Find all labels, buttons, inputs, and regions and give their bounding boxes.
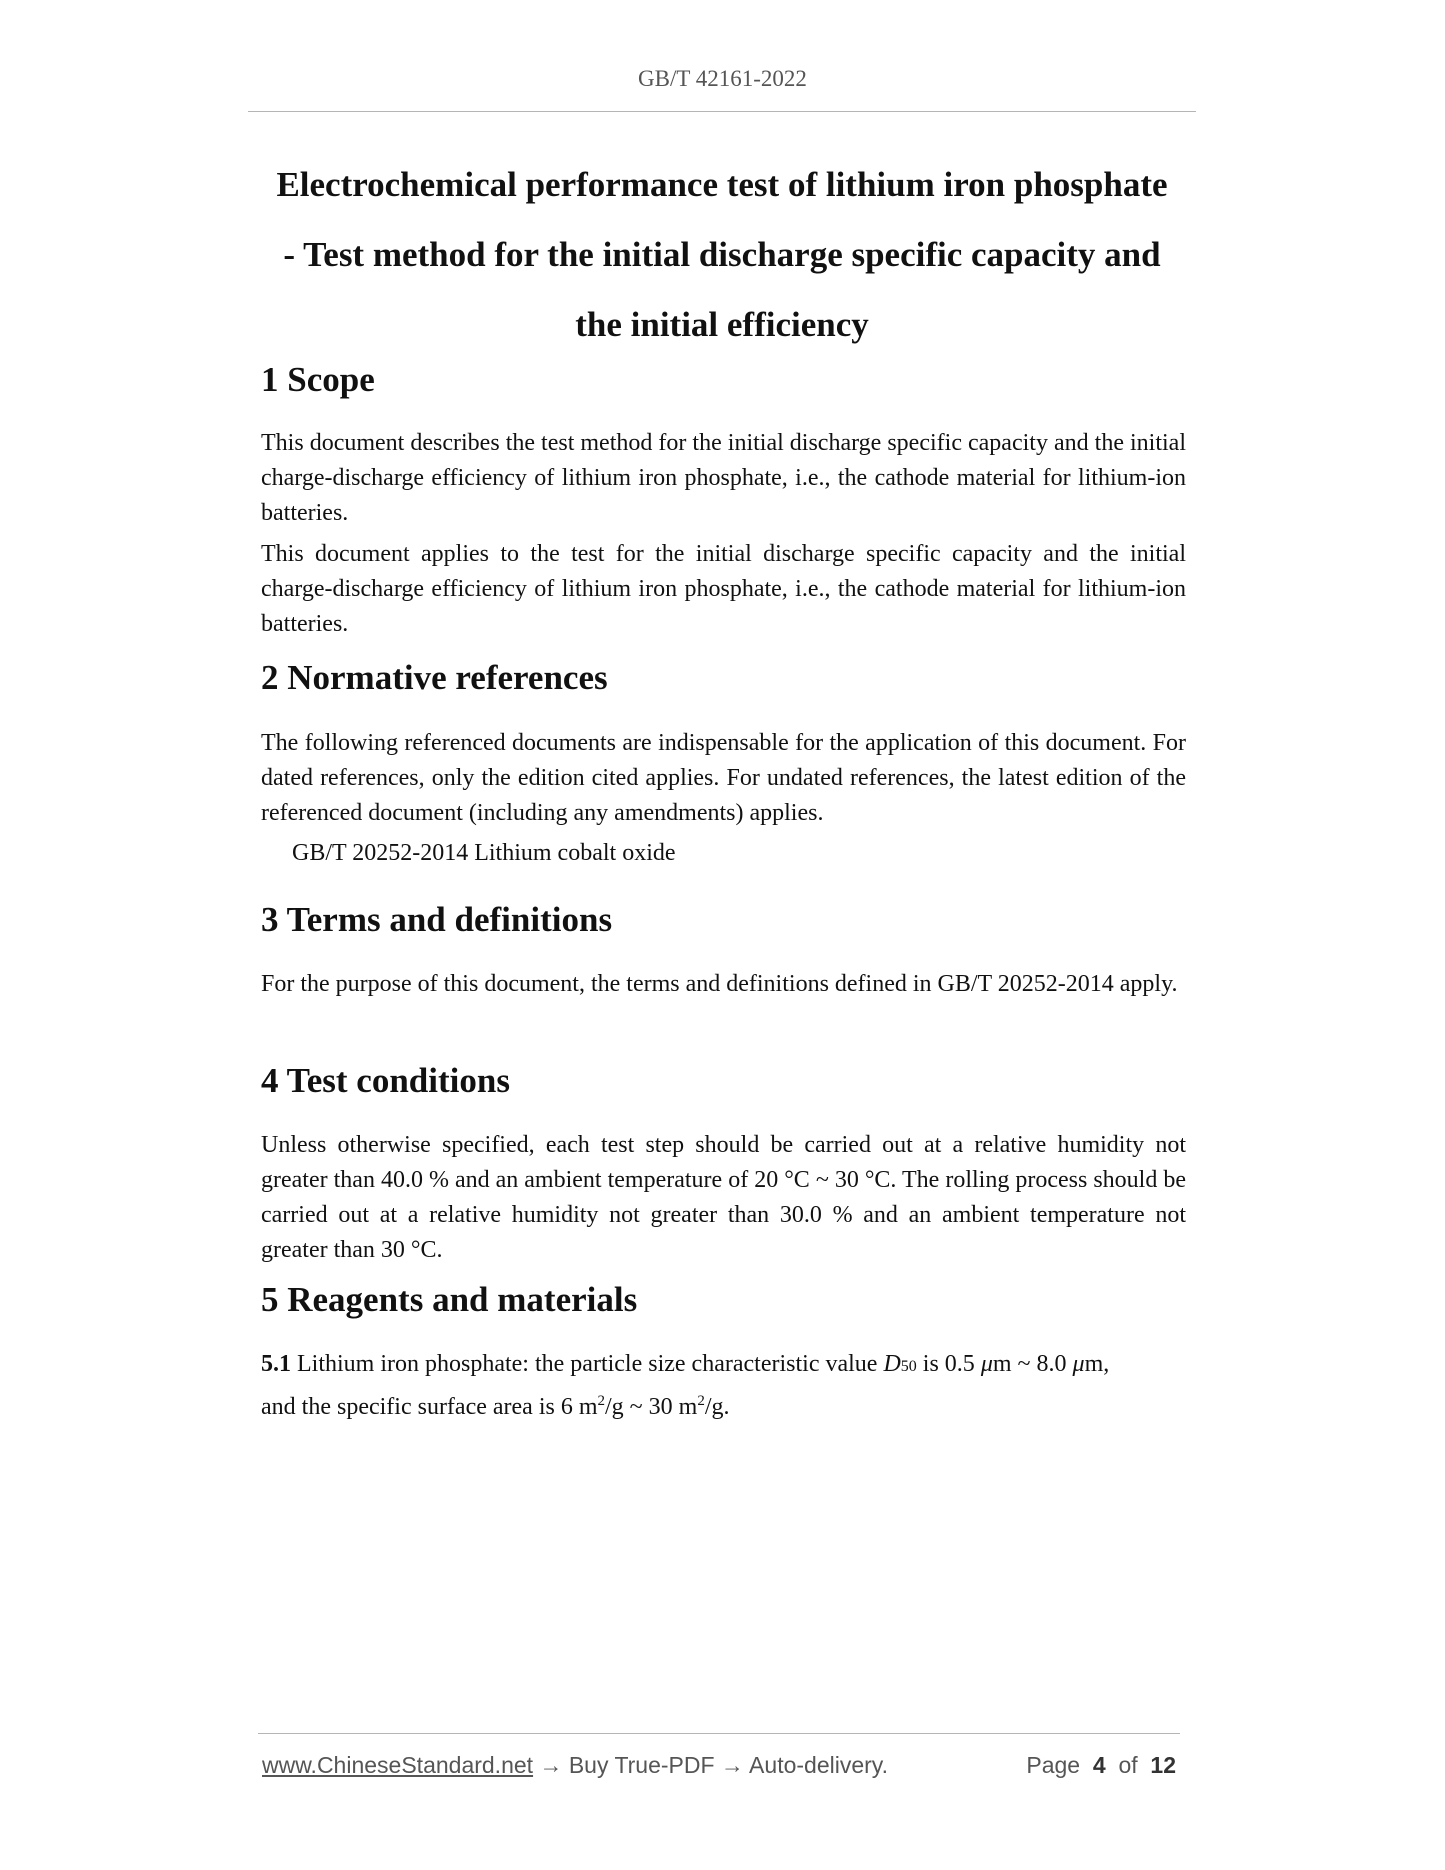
current-page: 4 — [1092, 1752, 1106, 1778]
clause-text: /g. — [704, 1394, 730, 1420]
title-line: Electrochemical performance test of lithium iron phosphate — [276, 165, 1168, 204]
footer-promo — [262, 1752, 888, 1779]
clause-5-1 — [261, 1347, 1186, 1425]
paragraph: This document applies to the test for the initial discharge specific capacity and the initial charge-discharge efficiency of lithium iron phosphate, i.e., the cathode material for lithium-ion batteries. — [261, 541, 1186, 637]
section-heading-test-conditions: 4 Test conditions — [261, 1061, 510, 1100]
clause-text: and the specific surface area is 6 m — [261, 1394, 598, 1420]
page-footer — [262, 1752, 1180, 1782]
subscript: 50 — [900, 1358, 917, 1375]
mu-symbol: μ — [1072, 1351, 1085, 1377]
website-link[interactable]: www.ChineseStandard.net — [262, 1752, 534, 1778]
header-divider — [248, 111, 1196, 112]
clause-line — [261, 1347, 1186, 1384]
mu-symbol: μ — [980, 1351, 993, 1377]
footer-divider — [258, 1733, 1180, 1734]
title-line: - Test method for the initial discharge specific capacity and — [283, 235, 1161, 274]
paragraph: Unless otherwise specified, each test step should be carried out at a relative humidity not greater than 40.0 % and an ambient temperature of 20 °C ~ 30 °C. The rolling process should be carried out at a relative humidity not greater than 30.0 % and an ambient temperature not greater than 30 °C. — [261, 1132, 1186, 1263]
clause-text: Lithium iron phosphate: the particle size characteristic value — [291, 1351, 884, 1377]
clause-number: 5.1 — [261, 1351, 291, 1377]
document-title — [248, 150, 1196, 360]
superscript: 2 — [697, 1393, 705, 1409]
clause-text: m ~ 8.0 — [992, 1351, 1073, 1377]
total-pages: 12 — [1150, 1752, 1176, 1778]
page-indicator — [1026, 1752, 1176, 1779]
clause-text: /g ~ 30 m — [605, 1394, 698, 1420]
paragraph: The following referenced documents are indispensable for the application of this document. For dated references, only the edition cited applies. For undated references, the latest edition of the referenced document (including any amendments) applies. — [261, 730, 1186, 826]
symbol-d: D — [883, 1351, 901, 1377]
section-heading-scope: 1 Scope — [261, 360, 375, 399]
footer-promo-text: → Buy True-PDF → Auto-delivery. — [533, 1752, 888, 1778]
running-header: GB/T 42161-2022 — [638, 66, 807, 91]
section-heading-reagents-and-materials: 5 Reagents and materials — [261, 1280, 638, 1319]
title-line: the initial efficiency — [575, 305, 869, 344]
page-label: Page — [1026, 1752, 1081, 1778]
section-heading-terms-and-definitions: 3 Terms and definitions — [261, 900, 613, 939]
clause-text: m, — [1084, 1351, 1110, 1377]
superscript: 2 — [597, 1393, 606, 1409]
paragraph: For the purpose of this document, the terms and definitions defined in GB/T 20252-2014 apply. — [261, 971, 1178, 997]
of-label: of — [1118, 1752, 1138, 1778]
paragraph: This document describes the test method for the initial discharge specific capacity and the initial charge-discharge efficiency of lithium iron phosphate, i.e., the cathode material for lithium-ion batteries. — [261, 430, 1186, 526]
section-heading-normative-references: 2 Normative references — [261, 658, 608, 697]
reference-item: GB/T 20252-2014 Lithium cobalt oxide — [292, 840, 676, 866]
clause-line — [261, 1384, 1186, 1425]
clause-text: is 0.5 — [916, 1351, 981, 1377]
